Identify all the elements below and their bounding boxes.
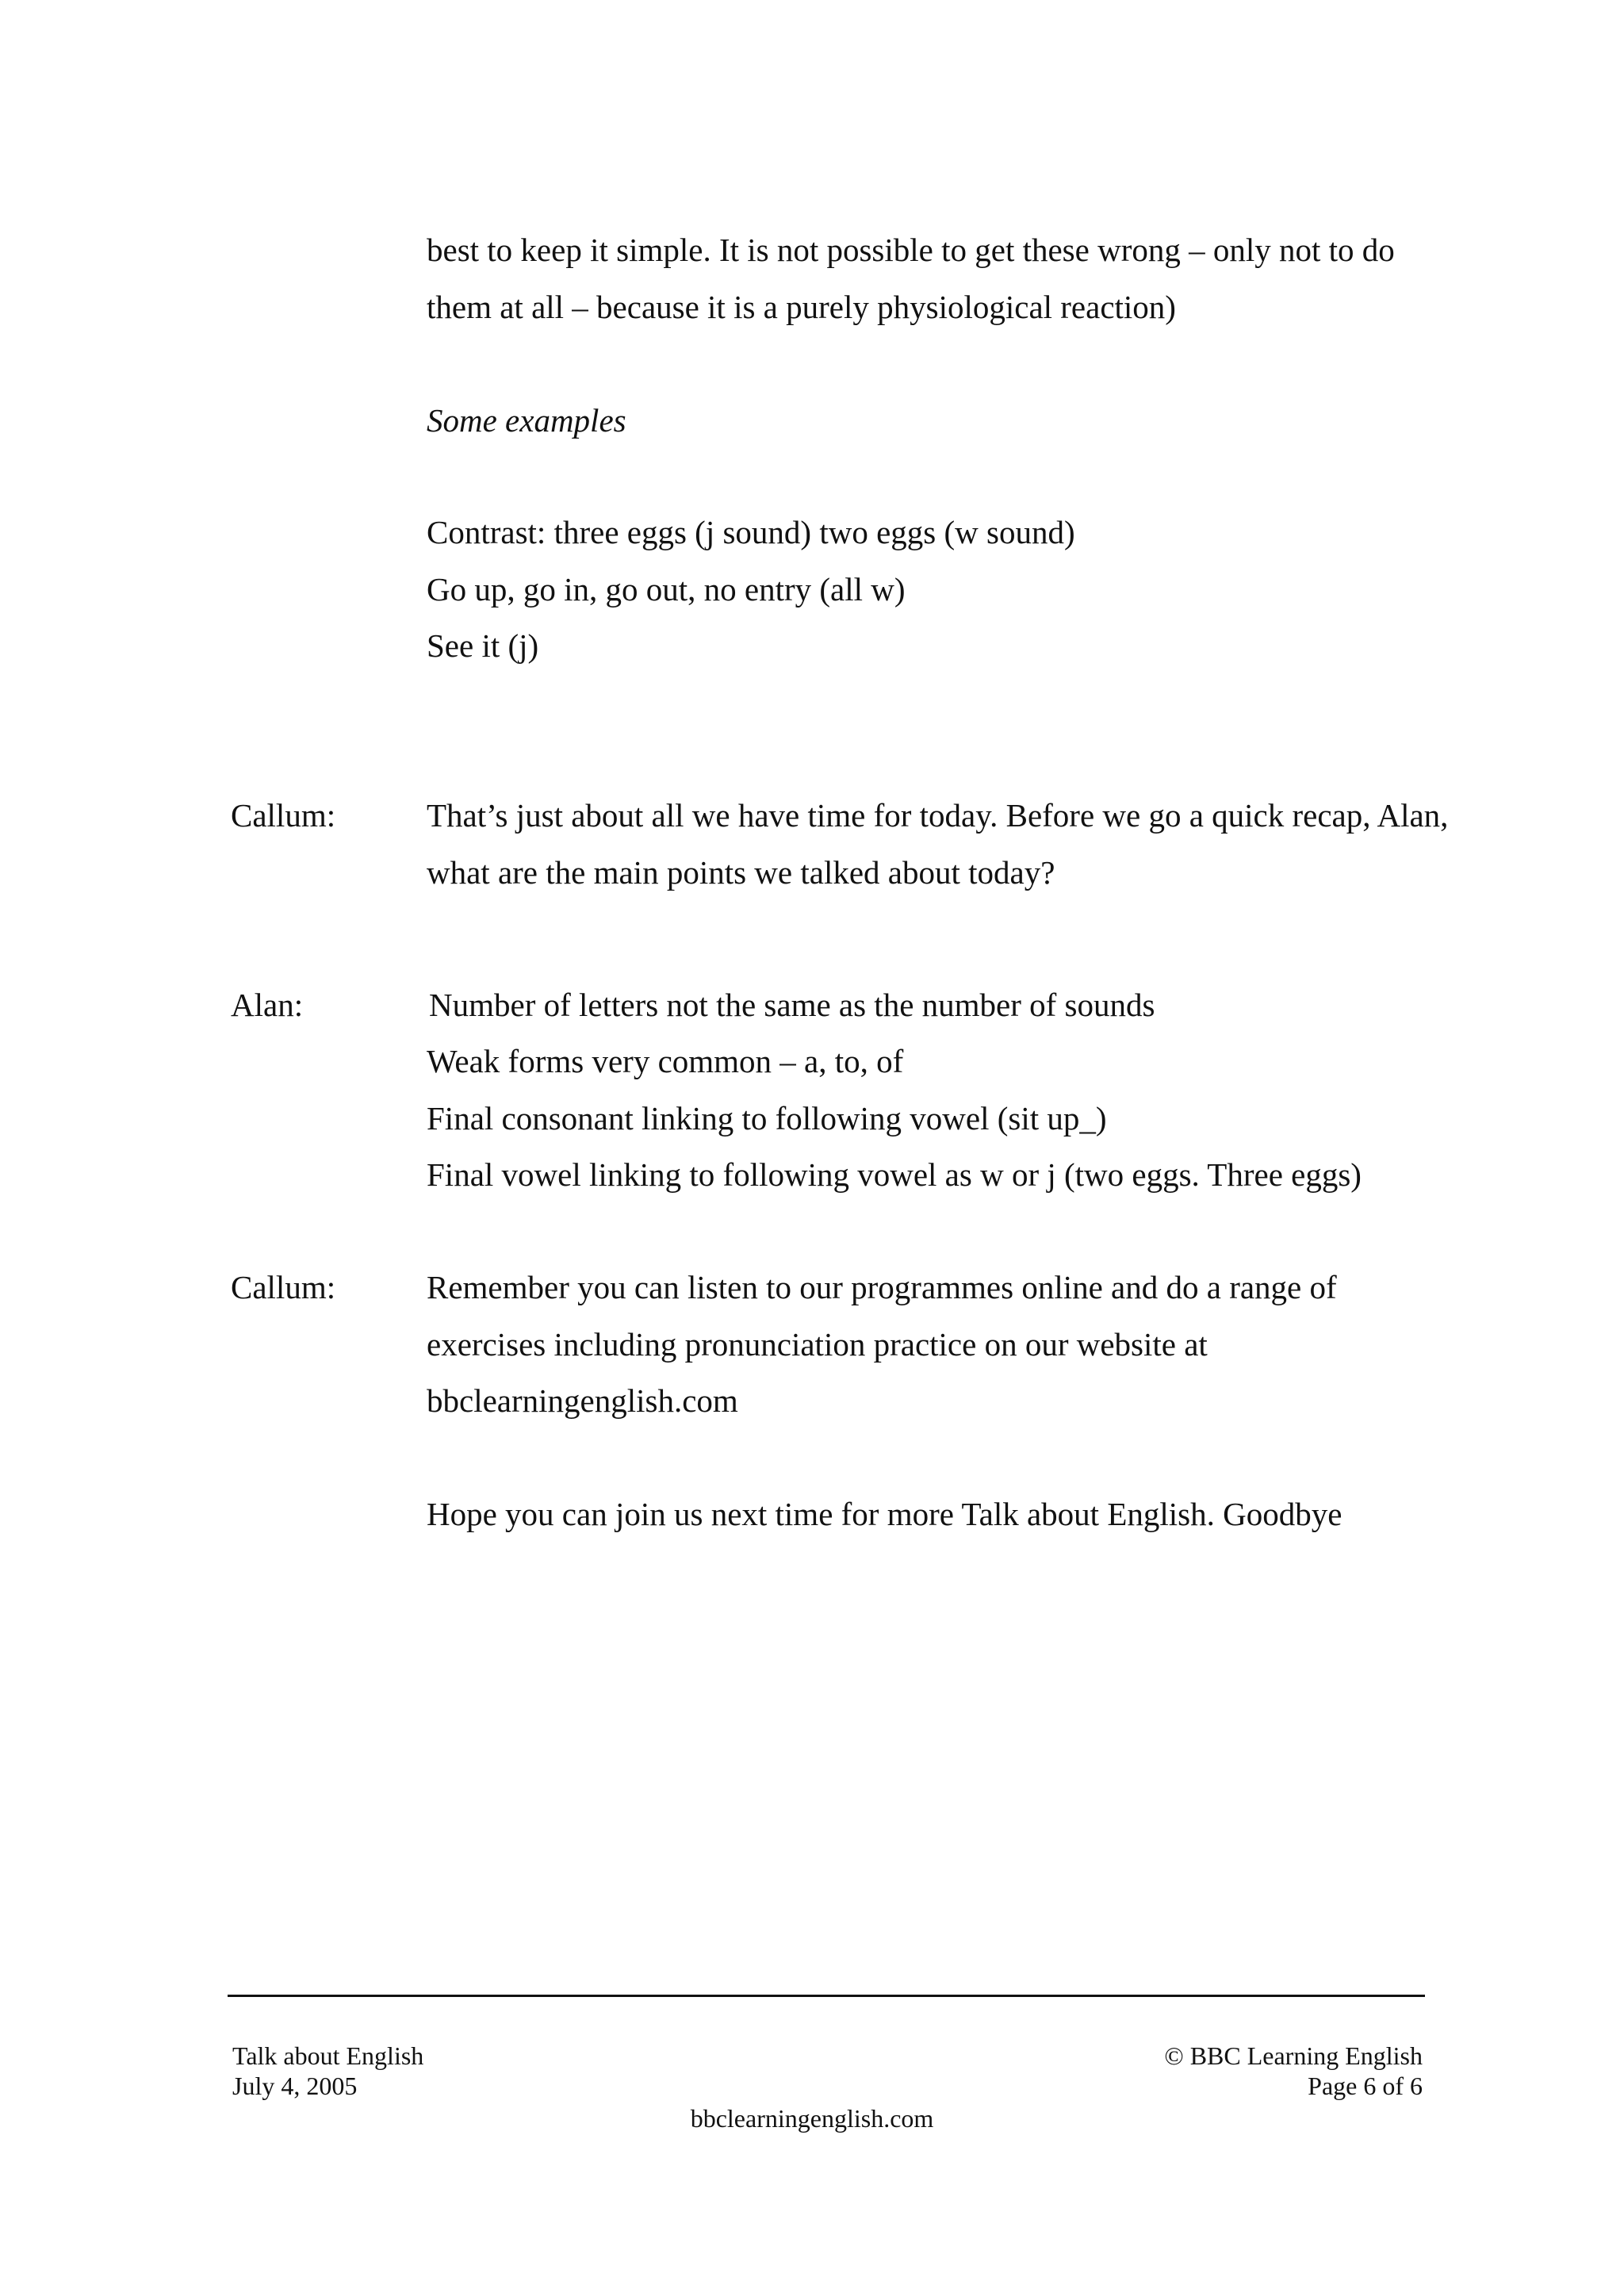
- footer-website: bbclearningenglish.com: [690, 2104, 934, 2133]
- intro-line-1: best to keep it simple. It is not possible to get these wrong – only not to do: [427, 232, 1395, 268]
- speaker-label: Alan:: [231, 987, 304, 1023]
- dialogue-line: That’s just about all we have time for today. Before we go a quick recap, Alan,: [427, 797, 1449, 834]
- dialogue-line: Final consonant linking to following vowel (sit up_): [427, 1100, 1107, 1137]
- footer-divider: [228, 1995, 1425, 1997]
- footer-copyright: © BBC Learning English: [1164, 2041, 1423, 2070]
- speaker-label: Callum:: [231, 797, 336, 834]
- dialogue-line: what are the main points we talked about today?: [427, 854, 1055, 891]
- dialogue-line: bbclearningenglish.com: [427, 1382, 738, 1419]
- example-line-1: Contrast: three eggs (j sound) two eggs (w sound): [427, 514, 1075, 550]
- dialogue-closing-line: Hope you can join us next time for more Talk about English. Goodbye: [427, 1496, 1342, 1532]
- example-line-2: Go up, go in, go out, no entry (all w): [427, 571, 906, 608]
- footer-date: July 4, 2005: [232, 2072, 358, 2100]
- examples-heading: Some examples: [427, 402, 626, 439]
- footer-page-number: Page 6 of 6: [1308, 2072, 1423, 2100]
- footer-title: Talk about English: [232, 2041, 424, 2070]
- speaker-label: Callum:: [231, 1269, 336, 1305]
- dialogue-line: Remember you can listen to our programmes online and do a range of: [427, 1269, 1337, 1305]
- dialogue-line: Final vowel linking to following vowel as w or j (two eggs. Three eggs): [427, 1156, 1362, 1193]
- example-line-3: See it (j): [427, 627, 539, 664]
- intro-line-2: them at all – because it is a purely physiological reaction): [427, 289, 1176, 325]
- dialogue-line: exercises including pronunciation practice on our website at: [427, 1326, 1208, 1363]
- dialogue-line: Number of letters not the same as the number of sounds: [429, 987, 1155, 1023]
- dialogue-line: Weak forms very common – a, to, of: [427, 1043, 904, 1079]
